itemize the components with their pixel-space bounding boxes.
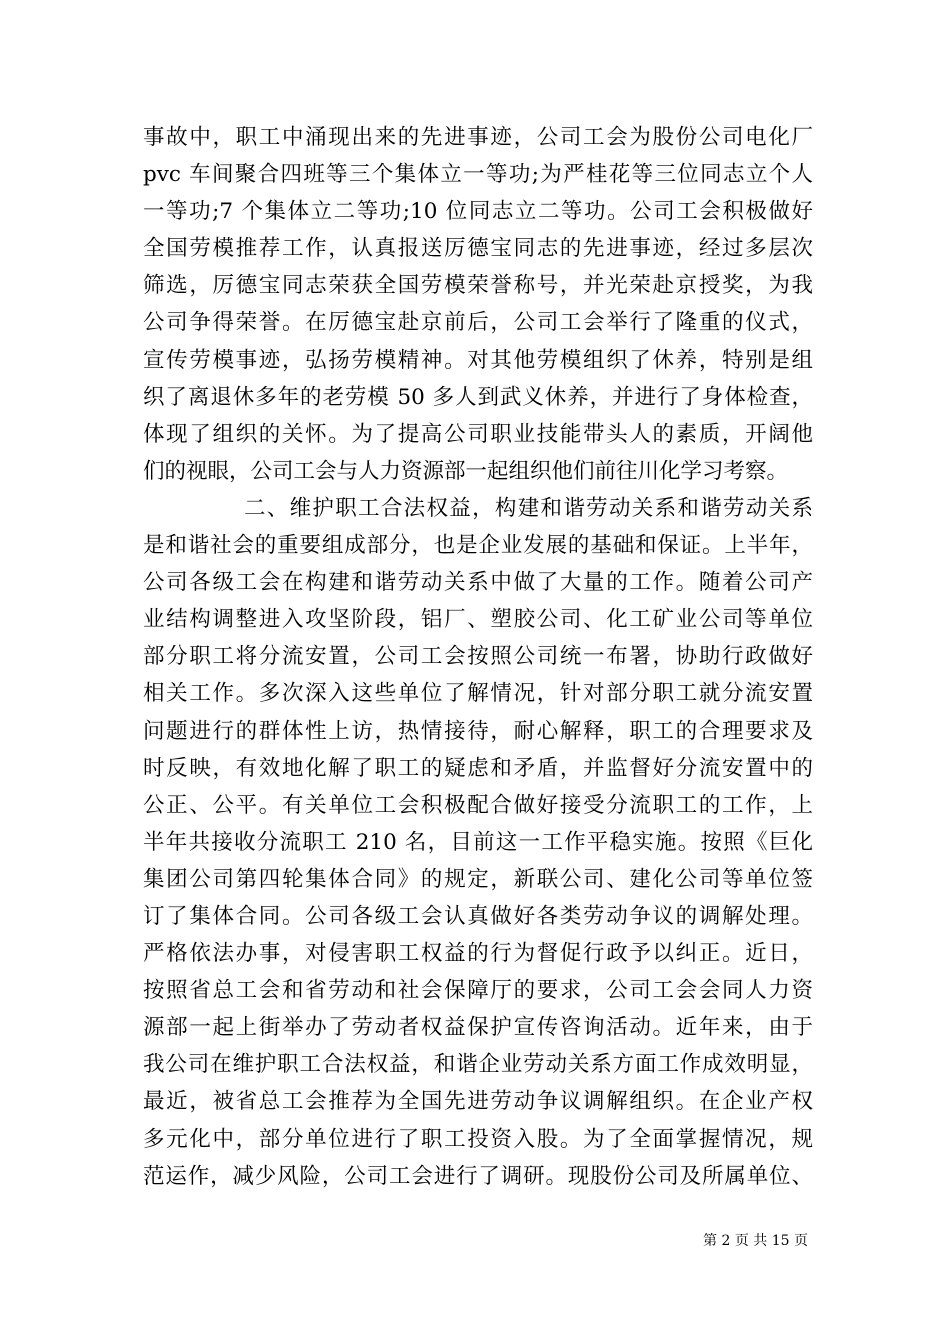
- text-line: 相关工作。多次深入这些单位了解情况，针对部分职工就分流安置: [143, 681, 813, 707]
- text-line: 我公司在维护职工合法权益，和谐企业劳动关系方面工作成效明显，: [143, 1052, 813, 1078]
- text-line: 时反映，有效地化解了职工的疑虑和矛盾，并监督好分流安置中的: [143, 755, 813, 781]
- text-line: 一等功;7 个集体立二等功;10 位同志立二等功。公司工会积极做好: [143, 199, 813, 225]
- text-line: 公司各级工会在构建和谐劳动关系中做了大量的工作。随着公司产: [143, 570, 813, 596]
- page-number-footer: 第 2 页 共 15 页: [703, 1233, 808, 1249]
- text-line: 公司争得荣誉。在厉德宝赴京前后，公司工会举行了隆重的仪式，: [143, 310, 813, 336]
- text-line: 筛选，厉德宝同志荣获全国劳模荣誉称号，并光荣赴京授奖，为我: [143, 273, 813, 299]
- text-line: 全国劳模推荐工作，认真报送厉德宝同志的先进事迹，经过多层次: [143, 236, 813, 262]
- text-line: 范运作，减少风险，公司工会进行了调研。现股份公司及所属单位、: [143, 1163, 813, 1189]
- text-line: 半年共接收分流职工 210 名，目前这一工作平稳实施。按照《巨化: [143, 829, 813, 855]
- text-line: 体现了组织的关怀。为了提高公司职业技能带头人的素质，开阔他: [143, 421, 813, 447]
- text-line: 按照省总工会和省劳动和社会保障厅的要求，公司工会会同人力资: [143, 978, 813, 1004]
- text-line: 公正、公平。有关单位工会积极配合做好接受分流职工的工作，上: [143, 792, 813, 818]
- text-line: 订了集体合同。公司各级工会认真做好各类劳动争议的调解处理。: [143, 903, 813, 929]
- text-line: 问题进行的群体性上访，热情接待，耐心解释，职工的合理要求及: [143, 718, 813, 744]
- text-line: 业结构调整进入攻坚阶段，铝厂、塑胶公司、化工矿业公司等单位: [143, 607, 813, 633]
- text-line: 是和谐社会的重要组成部分，也是企业发展的基础和保证。上半年，: [143, 533, 813, 559]
- text-line: 部分职工将分流安置，公司工会按照公司统一布署，协助行政做好: [143, 644, 813, 670]
- body-text: [143, 119, 813, 1195]
- section-heading-line: 二、维护职工合法权益，构建和谐劳动关系和谐劳动关系: [244, 495, 813, 521]
- text-line: 们的视眼，公司工会与人力资源部一起组织他们前往川化学习考察。: [143, 458, 789, 484]
- text-line: pvc 车间聚合四班等三个集体立一等功;为严桂花等三位同志立个人: [143, 162, 813, 188]
- text-line: 源部一起上街举办了劳动者权益保护宣传咨询活动。近年来，由于: [143, 1015, 813, 1041]
- text-line: 最近，被省总工会推荐为全国先进劳动争议调解组织。在企业产权: [143, 1089, 813, 1115]
- text-line: 集团公司第四轮集体合同》的规定，新联公司、建化公司等单位签: [143, 866, 813, 892]
- text-line: 织了离退休多年的老劳模 50 多人到武义休养，并进行了身体检查，: [143, 384, 813, 410]
- text-line: 严格依法办事，对侵害职工权益的行为督促行政予以纠正。近日，: [143, 941, 813, 967]
- text-line: 多元化中，部分单位进行了职工投资入股。为了全面掌握情况，规: [143, 1126, 813, 1152]
- text-line: 宣传劳模事迹，弘扬劳模精神。对其他劳模组织了休养，特别是组: [143, 347, 813, 373]
- text-line: 事故中，职工中涌现出来的先进事迹，公司工会为股份公司电化厂: [143, 125, 813, 150]
